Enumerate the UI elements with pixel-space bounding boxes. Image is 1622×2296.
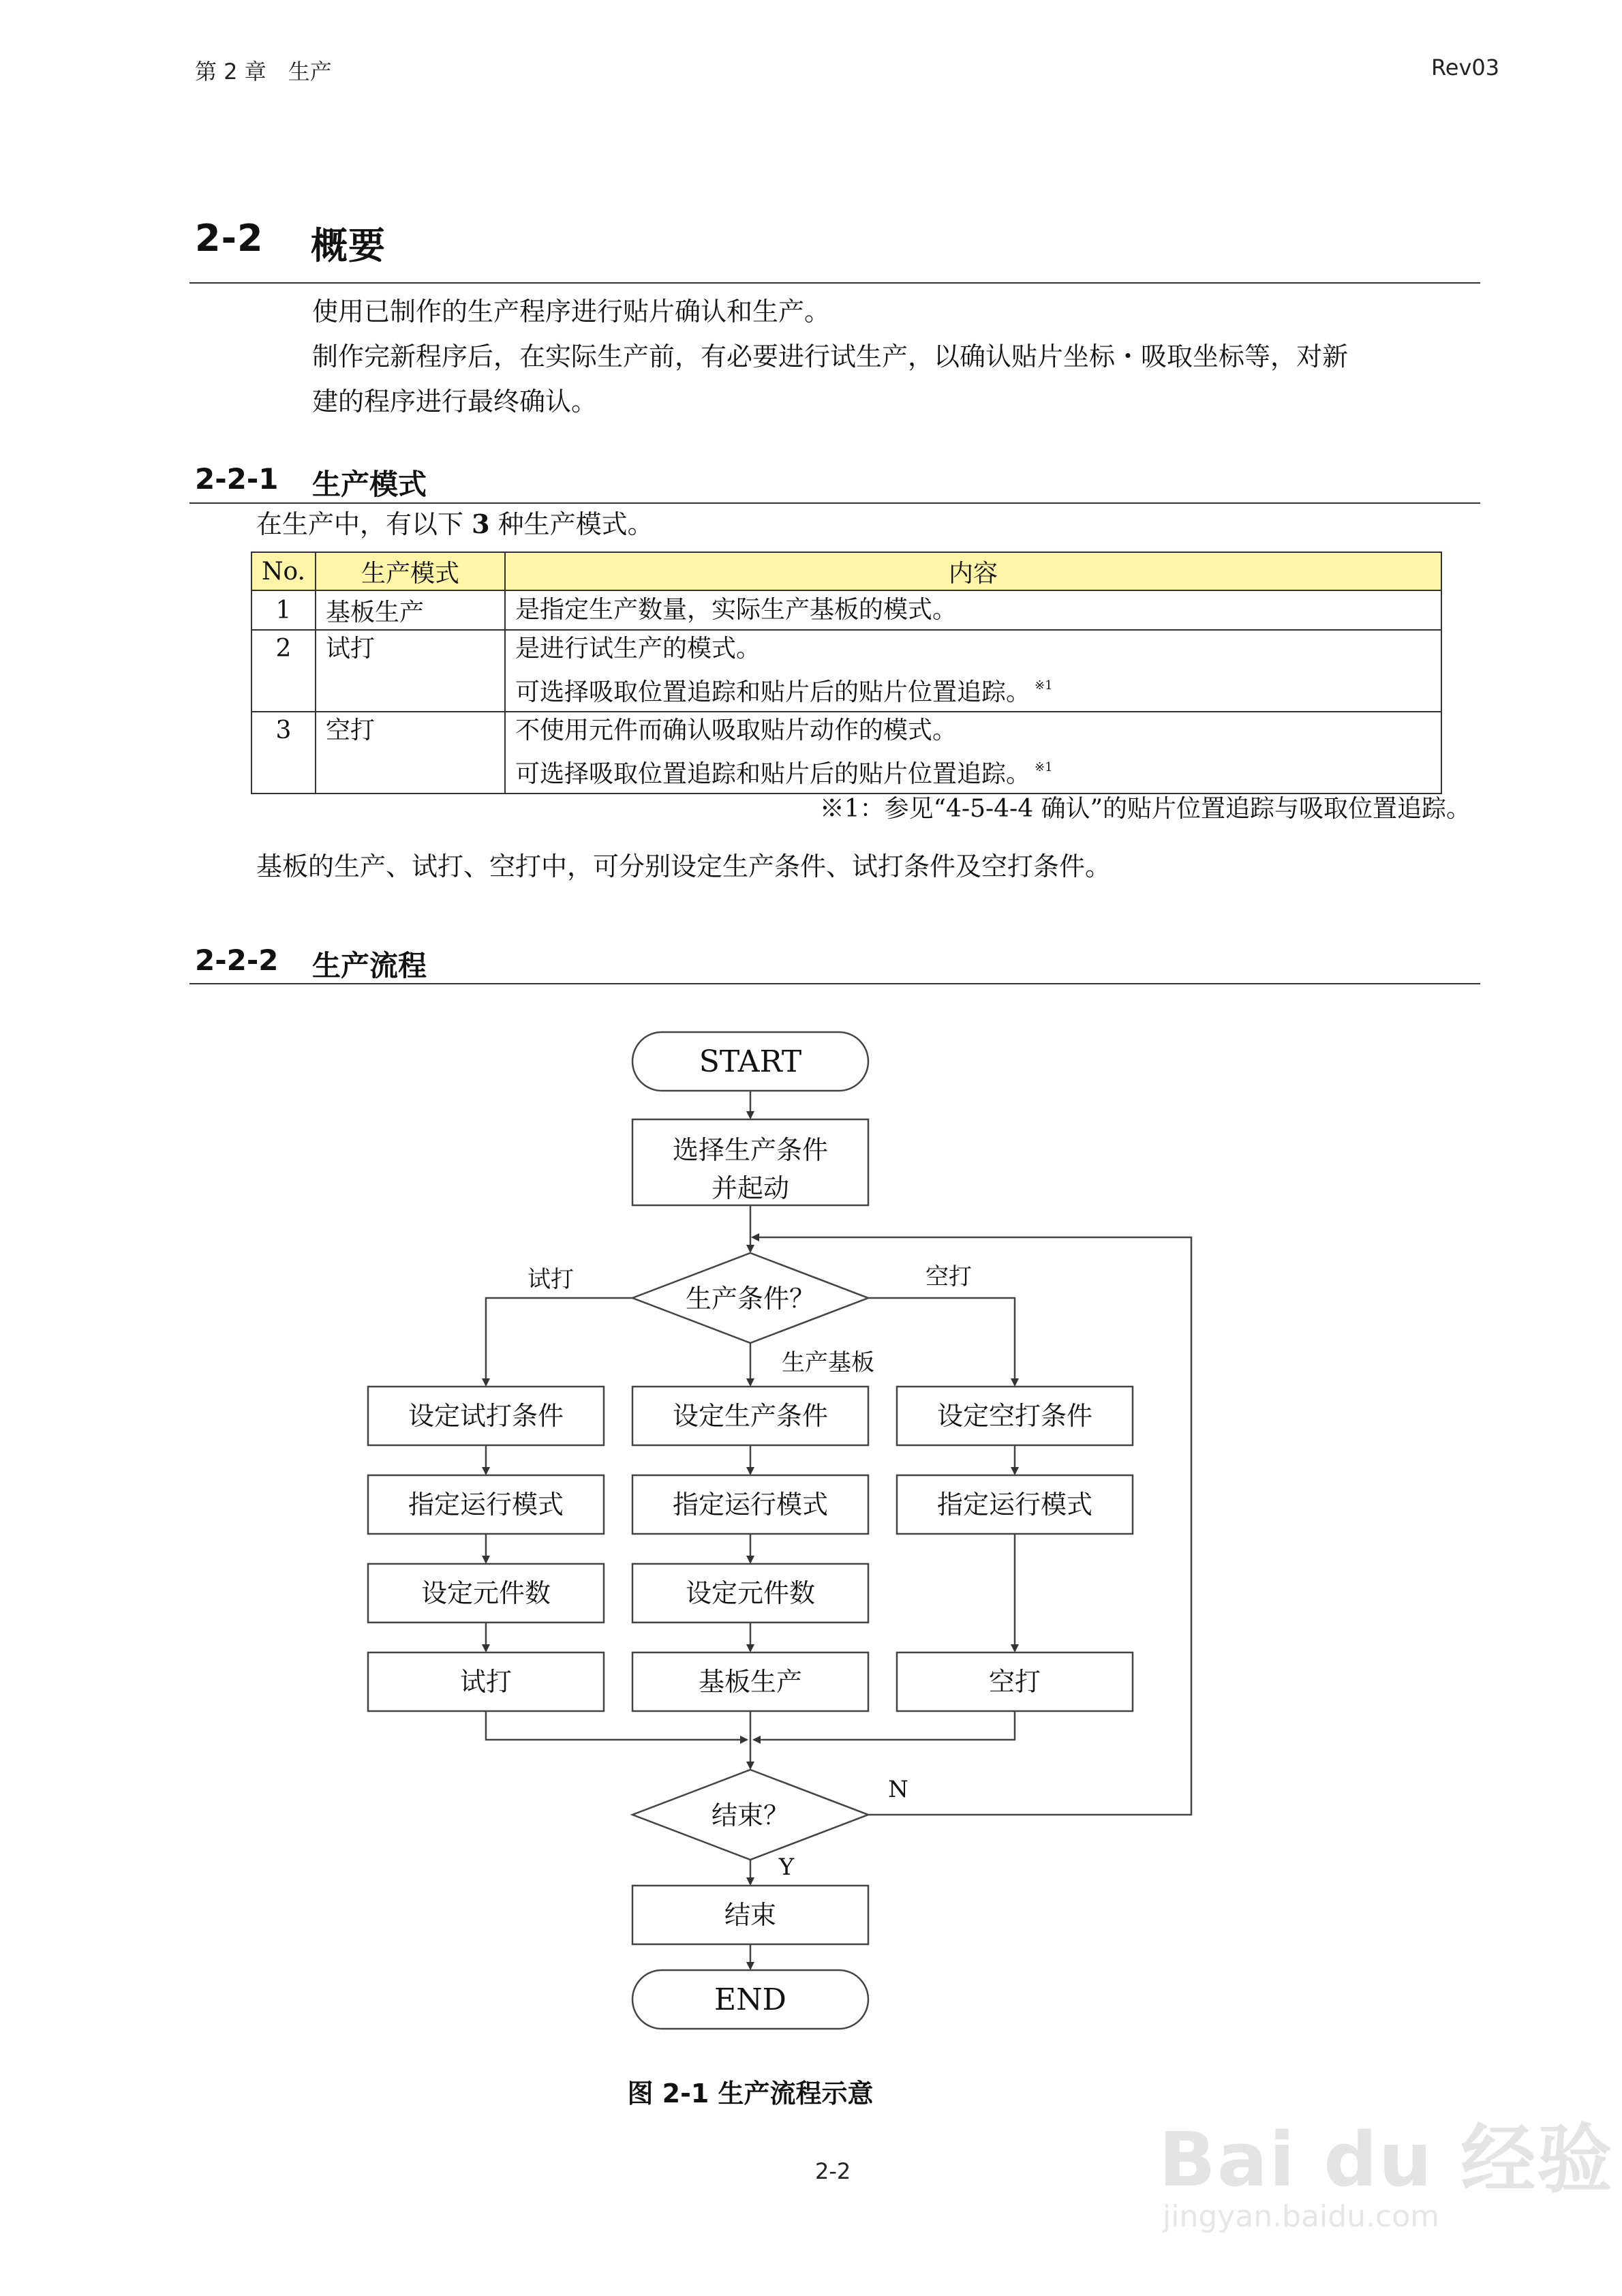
running-header-chapter: 第 2 章 生产 xyxy=(195,59,332,85)
select-label-line2: 并起动 xyxy=(711,1173,790,1203)
modes-lead-after: 种生产模式。 xyxy=(489,509,654,539)
row-content-text: 可选择吸取位置追踪和贴片后的贴片位置追踪。 xyxy=(515,760,1030,788)
right-step-1: 设定空打条件 xyxy=(936,1401,1093,1431)
right-step-3: 空打 xyxy=(988,1667,1041,1697)
running-header-revision: Rev03 xyxy=(1431,55,1500,80)
no-label: N xyxy=(888,1776,908,1803)
header-content: 内容 xyxy=(505,552,1441,590)
watermark-url: jingyan.baidu.com xyxy=(1163,2199,1440,2234)
subsection-2-number: 2-2-2 xyxy=(195,943,279,977)
left-step-2: 指定运行模式 xyxy=(408,1490,564,1520)
mid-step-1: 设定生产条件 xyxy=(672,1401,829,1431)
left-step-3: 设定元件数 xyxy=(420,1578,551,1608)
page-number: 2-2 xyxy=(815,2158,851,2184)
mid-step-3: 设定元件数 xyxy=(685,1578,816,1608)
subsection-2-title: 生产流程 xyxy=(312,949,427,982)
row-mode: 基板生产 xyxy=(316,590,505,630)
section-title: 概要 xyxy=(311,224,386,267)
header-no: No. xyxy=(251,552,316,590)
row-no: 2 xyxy=(251,630,316,712)
figure-caption: 图 2-1 生产流程示意 xyxy=(627,2079,874,2109)
condition-decision-label: 生产条件？ xyxy=(685,1284,816,1314)
right-step-2: 指定运行模式 xyxy=(936,1490,1093,1520)
footnote-marker: ※1 xyxy=(1035,760,1053,774)
header-mode: 生产模式 xyxy=(316,552,505,590)
start-label: START xyxy=(699,1044,802,1079)
modes-lead-count: 3 xyxy=(472,509,490,539)
select-label-line1: 选择生产条件 xyxy=(672,1135,829,1165)
intro-line-2: 制作完新程序后，在实际生产前，有必要进行试生产，以确认贴片坐标・吸取坐标等，对新 xyxy=(312,342,1349,372)
yes-label: Y xyxy=(778,1854,795,1881)
intro-line-1: 使用已制作的生产程序进行贴片确认和生产。 xyxy=(312,297,831,327)
mid-step-2: 指定运行模式 xyxy=(672,1490,829,1520)
row-content-text: 可选择吸取位置追踪和贴片后的贴片位置追踪。 xyxy=(515,678,1030,706)
row-no: 3 xyxy=(251,712,316,794)
section-number: 2-2 xyxy=(195,217,264,260)
subsection-1-title: 生产模式 xyxy=(312,468,427,501)
footnote-marker: ※1 xyxy=(1035,678,1053,693)
row-content-line: 是进行试生产的模式。 xyxy=(515,635,761,663)
end-decision-label: 结束？ xyxy=(711,1800,790,1830)
branch-left-label: 试打 xyxy=(527,1266,574,1293)
left-step-4: 试打 xyxy=(459,1667,512,1697)
row-mode: 试打 xyxy=(316,630,505,712)
watermark-logo: Bai du 经验 xyxy=(1159,2116,1614,2203)
finish-label: 结束 xyxy=(724,1900,777,1930)
end-label: END xyxy=(714,1982,786,2017)
row-no: 1 xyxy=(251,590,316,630)
mid-step-4: 基板生产 xyxy=(698,1667,803,1697)
modes-lead-before: 在生产中，有以下 xyxy=(256,509,472,539)
row-mode: 空打 xyxy=(316,712,505,794)
intro-line-3: 建的程序进行最终确认。 xyxy=(312,387,598,417)
row-content-line: 是指定生产数量，实际生产基板的模式。 xyxy=(515,596,957,624)
subsection-1-number: 2-2-1 xyxy=(195,462,279,496)
left-step-1: 设定试打条件 xyxy=(408,1401,564,1431)
branch-right-label: 空打 xyxy=(925,1263,972,1290)
branch-down-label: 生产基板 xyxy=(782,1349,874,1376)
modes-summary: 基板的生产、试打、空打中，可分别设定生产条件、试打条件及空打条件。 xyxy=(256,851,1112,881)
row-content-line: 不使用元件而确认吸取贴片动作的模式。 xyxy=(515,716,957,744)
table-footnote: ※1：参见“4-5-4-4 确认”的贴片位置追踪与吸取位置追踪。 xyxy=(819,795,1471,823)
